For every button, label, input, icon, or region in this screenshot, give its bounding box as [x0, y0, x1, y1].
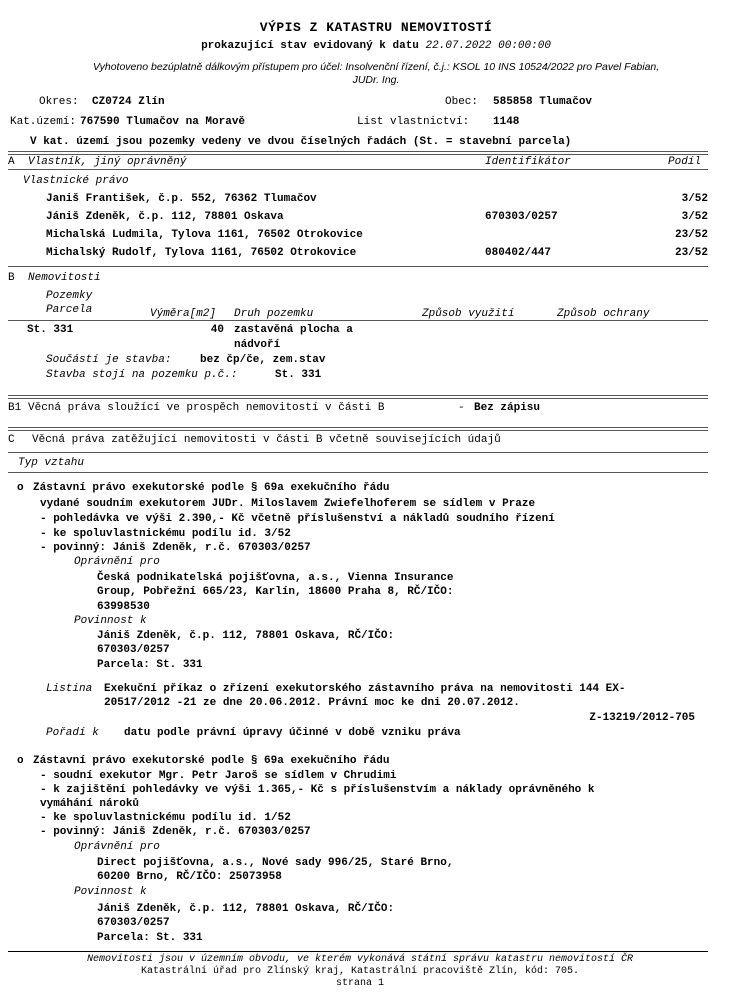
section-b1-label: B1 — [8, 402, 22, 414]
opravneni-label: Oprávnění pro — [74, 841, 160, 853]
section-b-title: Nemovitosti — [28, 272, 101, 284]
divider — [8, 427, 708, 431]
owner-id: 080402/447 — [485, 247, 552, 259]
opravneni-line: Direct pojišťovna, a.s., Nové sady 996/25, Staré Brno, — [97, 857, 454, 869]
listina-line: 20517/2012 -21 ze dne 20.06.2012. Právní moc ke dni 20.07.2012. — [104, 697, 520, 709]
okres-value: CZ0724 Zlín — [92, 96, 165, 108]
opravneni-line: Group, Pobřežní 665/23, Karlín, 18600 Praha 8, RČ/IČO: — [97, 586, 454, 598]
entry-heading: Zástavní právo exekutorské podle § 69a exekučního řádu — [33, 755, 390, 767]
divider — [8, 169, 708, 170]
opravneni-line: 63998530 — [97, 601, 150, 613]
obec-value: 585858 Tlumačov — [493, 96, 593, 108]
divider — [8, 395, 708, 399]
lv-label: List vlastnictví: — [357, 116, 470, 128]
okres-label: Okres: — [39, 96, 79, 108]
divider — [8, 151, 708, 155]
entry-line: - pohledávka ve výši 2.390,- Kč včetně příslušenství a nákladů soudního řízení — [40, 513, 555, 525]
col-zpusob-ochrany: Způsob ochrany — [557, 308, 650, 320]
povinnost-line: Parcela: St. 331 — [97, 659, 203, 671]
poradi-label: Pořadí k — [46, 727, 99, 739]
stoji-value: St. 331 — [275, 369, 322, 381]
col-vymera: Výměra[m2] — [150, 308, 217, 320]
divider — [8, 452, 708, 453]
parcel-kind: zastavěná plocha a — [234, 324, 353, 336]
col-parcela: Parcela — [46, 304, 93, 316]
divider — [8, 472, 708, 473]
footer-divider — [8, 951, 708, 952]
entry-line: - soudní exekutor Mgr. Petr Jaroš se sídlem v Chrudimi — [40, 770, 397, 782]
entry-line: - povinný: Jániš Zdeněk, r.č. 670303/0257 — [40, 542, 311, 554]
owner-share: 3/52 — [681, 211, 708, 223]
owner-name: Jániš Zdeněk, č.p. 112, 78801 Oskava — [46, 211, 284, 223]
povinnost-line: Jániš Zdeněk, č.p. 112, 78801 Oskava, RČ/IČO: — [97, 630, 395, 642]
listina-line: Exekuční příkaz o zřízení exekutorského zástavního práva na nemovitosti 144 EX- — [104, 683, 626, 695]
parcel-kind: nádvoří — [234, 339, 281, 351]
subtitle — [0, 40, 752, 52]
entry-line: vydané soudním exekutorem JUDr. Miloslavem Zwiefelhoferem se sídlem v Praze — [40, 498, 536, 510]
divider — [8, 320, 708, 321]
povinnost-line: 670303/0257 — [97, 917, 170, 929]
section-c-title: Věcná práva zatěžující nemovitosti v části B včetně souvisejících údajů — [32, 434, 501, 446]
opravneni-label: Oprávnění pro — [74, 556, 160, 568]
typ-vztahu: Typ vztahu — [18, 457, 85, 469]
col-druh: Druh pozemku — [234, 308, 314, 320]
cadastre-note: V kat. území jsou pozemky vedeny ve dvou číselných řadách (St. = stavební parcela) — [30, 136, 572, 148]
section-b1-title: Věcná práva sloužící ve prospěch nemovitostí v části B — [28, 402, 385, 414]
page-title: VÝPIS Z KATASTRU NEMOVITOSTÍ — [259, 20, 493, 35]
listina-label: Listina — [46, 683, 93, 695]
footer-line-2: Katastrální úřad pro Zlínský kraj, Katastrální pracoviště Zlín, kód: 705. — [140, 966, 580, 977]
povinnost-label: Povinnost k — [74, 615, 147, 627]
entry-heading: Zástavní právo exekutorské podle § 69a exekučního řádu — [33, 482, 390, 494]
col-share: Podíl — [668, 156, 702, 168]
section-b-label: B — [8, 272, 15, 284]
poradi-value: datu podle právní úpravy účinné v době vzniku práva — [124, 727, 461, 739]
povinnost-line: Jániš Zdeněk, č.p. 112, 78801 Oskava, RČ/IČO: — [97, 903, 395, 915]
entry-line: - k zajištění pohledávky ve výši 1.365,- Kč s příslušenstvím a náklady oprávněného k — [40, 784, 595, 796]
povinnost-line: 670303/0257 — [97, 644, 170, 656]
section-a-title: Vlastník, jiný oprávněný — [28, 156, 187, 168]
col-identifier: Identifikátor — [485, 156, 571, 168]
divider — [8, 266, 708, 267]
entry-line: - povinný: Jániš Zdeněk, r.č. 670303/0257 — [40, 826, 311, 838]
obec-label: Obec: — [445, 96, 479, 108]
povinnost-line: Parcela: St. 331 — [97, 932, 203, 944]
owner-share: 3/52 — [681, 193, 708, 205]
owner-name: Michalský Rudolf, Tylova 1161, 76502 Otrokovice — [46, 247, 357, 259]
stoji-label: Stavba stojí na pozemku p.č.: — [46, 369, 238, 381]
katuzemi-value: 767590 Tlumačov na Moravě — [80, 116, 246, 128]
col-zpusob-vyuziti: Způsob využití — [422, 308, 515, 320]
page-number: strana 1 — [335, 978, 384, 989]
ownership-subheading: Vlastnické právo — [23, 175, 129, 187]
owner-name: Michalská Ludmila, Tylova 1161, 76502 Otrokovice — [46, 229, 363, 241]
pozemky-heading: Pozemky — [46, 290, 93, 302]
stavba-value: bez čp/če, zem.stav — [200, 354, 326, 366]
section-b1-value: Bez zápisu — [474, 402, 541, 414]
entry-line: vymáhání nároků — [40, 798, 140, 810]
section-a-label: A — [8, 156, 15, 168]
purpose-line-2: JUDr. Ing. — [352, 74, 400, 86]
entry-line: - ke spoluvlastnickému podílu id. 1/52 — [40, 812, 291, 824]
purpose-line-1: Vyhotoveno bezúplatně dálkovým přístupem pro účel: Insolvenční řízení, č.j.: KSOL 10 INS 10524/2022 pro Pavel Fabian, — [92, 61, 660, 73]
owner-share: 23/52 — [674, 229, 708, 241]
listina-reference: Z-13219/2012-705 — [589, 712, 695, 724]
entry-bullet: o — [17, 482, 24, 494]
parcel-area: 40 — [210, 324, 224, 336]
subtitle-label: prokazující stav evidovaný k datu — [201, 40, 419, 52]
povinnost-label: Povinnost k — [74, 886, 147, 898]
footer-line-1: Nemovitosti jsou v územním obvodu, ve kterém vykonává státní správu katastru nemovitostí ČR — [86, 954, 634, 965]
katuzemi-label: Kat.území: — [10, 116, 77, 128]
section-c-label: C — [8, 434, 15, 446]
parcel-number: St. 331 — [27, 324, 74, 336]
owner-name: Janiš František, č.p. 552, 76362 Tlumačov — [46, 193, 317, 205]
stavba-label: Součástí je stavba: — [46, 354, 172, 366]
owner-share: 23/52 — [674, 247, 708, 259]
subtitle-date: 22.07.2022 00:00:00 — [425, 40, 551, 52]
owner-id: 670303/0257 — [485, 211, 558, 223]
section-b1-dash: - — [458, 402, 465, 414]
entry-line: - ke spoluvlastnickému podílu id. 3/52 — [40, 528, 291, 540]
opravneni-line: Česká podnikatelská pojišťovna, a.s., Vienna Insurance — [97, 572, 454, 584]
lv-value: 1148 — [493, 116, 520, 128]
opravneni-line: 60200 Brno, RČ/IČO: 25073958 — [97, 871, 282, 883]
entry-bullet: o — [17, 755, 24, 767]
